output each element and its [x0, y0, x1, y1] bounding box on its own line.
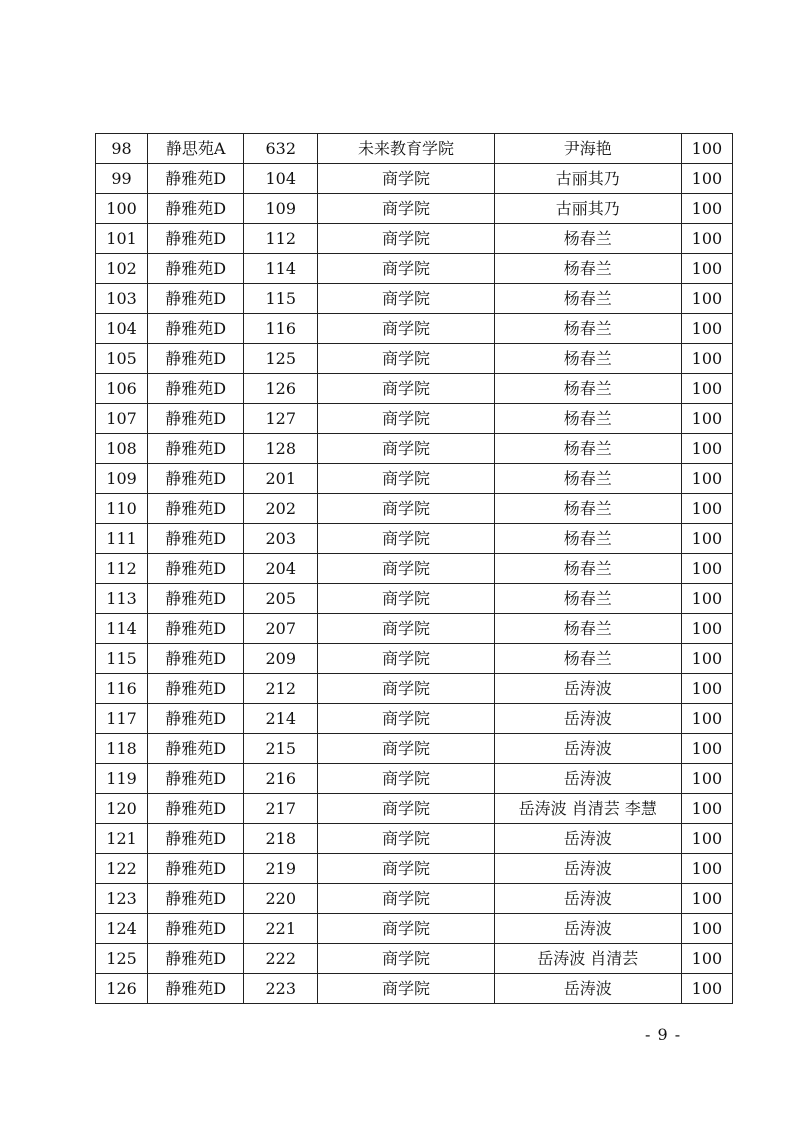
room-number-cell: 114: [244, 254, 318, 284]
table-row: [96, 884, 733, 914]
building-cell: 静雅苑D: [148, 194, 244, 224]
building-cell: 静雅苑D: [148, 434, 244, 464]
row-number-cell: 112: [96, 554, 148, 584]
score-cell: 100: [681, 914, 732, 944]
college-cell: 商学院: [318, 314, 494, 344]
score-cell: 100: [681, 944, 732, 974]
college-cell: 商学院: [318, 854, 494, 884]
table-row: [96, 254, 733, 284]
building-cell: 静雅苑D: [148, 824, 244, 854]
responsible-person-cell: 古丽其乃: [494, 194, 681, 224]
table-row: [96, 554, 733, 584]
table-row: [96, 914, 733, 944]
table-row: [96, 464, 733, 494]
room-number-cell: 202: [244, 494, 318, 524]
room-number-cell: 112: [244, 224, 318, 254]
score-cell: 100: [681, 674, 732, 704]
table-row: [96, 824, 733, 854]
score-cell: 100: [681, 134, 732, 164]
row-number-cell: 110: [96, 494, 148, 524]
room-number-cell: 104: [244, 164, 318, 194]
responsible-person-cell: 岳涛波 肖清芸: [494, 944, 681, 974]
row-number-cell: 99: [96, 164, 148, 194]
table-row: [96, 284, 733, 314]
row-number-cell: 120: [96, 794, 148, 824]
room-number-cell: 204: [244, 554, 318, 584]
row-number-cell: 121: [96, 824, 148, 854]
building-cell: 静雅苑D: [148, 524, 244, 554]
row-number-cell: 126: [96, 974, 148, 1004]
score-cell: 100: [681, 974, 732, 1004]
room-number-cell: 218: [244, 824, 318, 854]
responsible-person-cell: 杨春兰: [494, 584, 681, 614]
building-cell: 静雅苑D: [148, 704, 244, 734]
table-row: [96, 734, 733, 764]
college-cell: 商学院: [318, 584, 494, 614]
college-cell: 商学院: [318, 344, 494, 374]
page-number: - 9 -: [645, 1025, 682, 1044]
table-row: [96, 944, 733, 974]
row-number-cell: 105: [96, 344, 148, 374]
table-row: [96, 524, 733, 554]
building-cell: 静雅苑D: [148, 914, 244, 944]
room-number-cell: 214: [244, 704, 318, 734]
building-cell: 静雅苑D: [148, 644, 244, 674]
score-cell: 100: [681, 524, 732, 554]
room-number-cell: 207: [244, 614, 318, 644]
row-number-cell: 116: [96, 674, 148, 704]
building-cell: 静雅苑D: [148, 284, 244, 314]
row-number-cell: 124: [96, 914, 148, 944]
responsible-person-cell: 杨春兰: [494, 284, 681, 314]
college-cell: 商学院: [318, 404, 494, 434]
room-number-cell: 125: [244, 344, 318, 374]
row-number-cell: 102: [96, 254, 148, 284]
table-row: [96, 494, 733, 524]
college-cell: 商学院: [318, 644, 494, 674]
row-number-cell: 118: [96, 734, 148, 764]
responsible-person-cell: 杨春兰: [494, 614, 681, 644]
college-cell: 商学院: [318, 494, 494, 524]
responsible-person-cell: 杨春兰: [494, 314, 681, 344]
building-cell: 静雅苑D: [148, 494, 244, 524]
score-cell: 100: [681, 254, 732, 284]
building-cell: 静雅苑D: [148, 404, 244, 434]
row-number-cell: 119: [96, 764, 148, 794]
room-number-cell: 217: [244, 794, 318, 824]
building-cell: 静雅苑D: [148, 734, 244, 764]
row-number-cell: 111: [96, 524, 148, 554]
building-cell: 静雅苑D: [148, 164, 244, 194]
responsible-person-cell: 杨春兰: [494, 494, 681, 524]
college-cell: 未来教育学院: [318, 134, 494, 164]
college-cell: 商学院: [318, 164, 494, 194]
building-cell: 静雅苑D: [148, 464, 244, 494]
score-cell: 100: [681, 824, 732, 854]
room-number-cell: 216: [244, 764, 318, 794]
college-cell: 商学院: [318, 284, 494, 314]
responsible-person-cell: 尹海艳: [494, 134, 681, 164]
room-number-cell: 126: [244, 374, 318, 404]
score-cell: 100: [681, 704, 732, 734]
room-number-cell: 116: [244, 314, 318, 344]
responsible-person-cell: 岳涛波: [494, 734, 681, 764]
score-cell: 100: [681, 224, 732, 254]
score-cell: 100: [681, 284, 732, 314]
score-cell: 100: [681, 614, 732, 644]
building-cell: 静雅苑D: [148, 674, 244, 704]
room-number-cell: 215: [244, 734, 318, 764]
table-row: [96, 584, 733, 614]
college-cell: 商学院: [318, 434, 494, 464]
table-row: [96, 224, 733, 254]
college-cell: 商学院: [318, 554, 494, 584]
row-number-cell: 113: [96, 584, 148, 614]
responsible-person-cell: 岳涛波: [494, 764, 681, 794]
table-row: [96, 644, 733, 674]
responsible-person-cell: 杨春兰: [494, 224, 681, 254]
row-number-cell: 106: [96, 374, 148, 404]
score-cell: 100: [681, 734, 732, 764]
responsible-person-cell: 杨春兰: [494, 554, 681, 584]
row-number-cell: 123: [96, 884, 148, 914]
room-number-cell: 201: [244, 464, 318, 494]
college-cell: 商学院: [318, 254, 494, 284]
responsible-person-cell: 岳涛波: [494, 914, 681, 944]
building-cell: 静雅苑D: [148, 254, 244, 284]
building-cell: 静雅苑D: [148, 224, 244, 254]
building-cell: 静雅苑D: [148, 854, 244, 884]
score-cell: 100: [681, 344, 732, 374]
responsible-person-cell: 杨春兰: [494, 344, 681, 374]
college-cell: 商学院: [318, 674, 494, 704]
responsible-person-cell: 杨春兰: [494, 374, 681, 404]
table-row: [96, 974, 733, 1004]
score-cell: 100: [681, 794, 732, 824]
score-cell: 100: [681, 884, 732, 914]
score-cell: 100: [681, 854, 732, 884]
responsible-person-cell: 杨春兰: [494, 254, 681, 284]
room-number-cell: 128: [244, 434, 318, 464]
room-number-cell: 219: [244, 854, 318, 884]
row-number-cell: 104: [96, 314, 148, 344]
building-cell: 静雅苑D: [148, 314, 244, 344]
table-row: [96, 404, 733, 434]
table-body: [96, 134, 733, 1004]
building-cell: 静雅苑D: [148, 764, 244, 794]
score-cell: 100: [681, 584, 732, 614]
building-cell: 静雅苑D: [148, 884, 244, 914]
building-cell: 静雅苑D: [148, 794, 244, 824]
row-number-cell: 107: [96, 404, 148, 434]
college-cell: 商学院: [318, 824, 494, 854]
building-cell: 静雅苑D: [148, 344, 244, 374]
score-cell: 100: [681, 764, 732, 794]
row-number-cell: 103: [96, 284, 148, 314]
row-number-cell: 115: [96, 644, 148, 674]
room-number-cell: 109: [244, 194, 318, 224]
room-number-cell: 220: [244, 884, 318, 914]
row-number-cell: 100: [96, 194, 148, 224]
row-number-cell: 109: [96, 464, 148, 494]
college-cell: 商学院: [318, 194, 494, 224]
college-cell: 商学院: [318, 224, 494, 254]
row-number-cell: 117: [96, 704, 148, 734]
responsible-person-cell: 古丽其乃: [494, 164, 681, 194]
building-cell: 静雅苑D: [148, 974, 244, 1004]
responsible-person-cell: 岳涛波: [494, 854, 681, 884]
row-number-cell: 114: [96, 614, 148, 644]
college-cell: 商学院: [318, 734, 494, 764]
responsible-person-cell: 岳涛波: [494, 974, 681, 1004]
table-row: [96, 794, 733, 824]
row-number-cell: 122: [96, 854, 148, 884]
college-cell: 商学院: [318, 794, 494, 824]
college-cell: 商学院: [318, 974, 494, 1004]
score-cell: 100: [681, 554, 732, 584]
college-cell: 商学院: [318, 884, 494, 914]
score-cell: 100: [681, 464, 732, 494]
score-cell: 100: [681, 194, 732, 224]
room-number-cell: 203: [244, 524, 318, 554]
responsible-person-cell: 岳涛波: [494, 704, 681, 734]
row-number-cell: 108: [96, 434, 148, 464]
college-cell: 商学院: [318, 914, 494, 944]
responsible-person-cell: 杨春兰: [494, 524, 681, 554]
table-row: [96, 614, 733, 644]
room-number-cell: 221: [244, 914, 318, 944]
room-number-cell: 223: [244, 974, 318, 1004]
row-number-cell: 125: [96, 944, 148, 974]
table-row: [96, 164, 733, 194]
row-number-cell: 98: [96, 134, 148, 164]
score-cell: 100: [681, 644, 732, 674]
college-cell: 商学院: [318, 764, 494, 794]
responsible-person-cell: 杨春兰: [494, 434, 681, 464]
responsible-person-cell: 杨春兰: [494, 404, 681, 434]
responsible-person-cell: 岳涛波: [494, 674, 681, 704]
table-row: [96, 704, 733, 734]
table-row: [96, 194, 733, 224]
table-row: [96, 854, 733, 884]
table-row: [96, 434, 733, 464]
building-cell: 静雅苑D: [148, 614, 244, 644]
college-cell: 商学院: [318, 704, 494, 734]
room-number-cell: 209: [244, 644, 318, 674]
building-cell: 静雅苑D: [148, 584, 244, 614]
college-cell: 商学院: [318, 374, 494, 404]
responsible-person-cell: 岳涛波: [494, 824, 681, 854]
table-row: [96, 374, 733, 404]
responsible-person-cell: 岳涛波: [494, 884, 681, 914]
room-number-cell: 205: [244, 584, 318, 614]
dormitory-score-table: [95, 133, 733, 1004]
room-number-cell: 127: [244, 404, 318, 434]
row-number-cell: 101: [96, 224, 148, 254]
responsible-person-cell: 岳涛波 肖清芸 李慧: [494, 794, 681, 824]
college-cell: 商学院: [318, 614, 494, 644]
score-cell: 100: [681, 314, 732, 344]
table-row: [96, 314, 733, 344]
building-cell: 静雅苑D: [148, 374, 244, 404]
table-row: [96, 764, 733, 794]
college-cell: 商学院: [318, 524, 494, 554]
room-number-cell: 212: [244, 674, 318, 704]
college-cell: 商学院: [318, 464, 494, 494]
score-cell: 100: [681, 374, 732, 404]
building-cell: 静雅苑D: [148, 554, 244, 584]
table-row: [96, 344, 733, 374]
responsible-person-cell: 杨春兰: [494, 464, 681, 494]
responsible-person-cell: 杨春兰: [494, 644, 681, 674]
table-row: [96, 134, 733, 164]
score-cell: 100: [681, 434, 732, 464]
room-number-cell: 115: [244, 284, 318, 314]
college-cell: 商学院: [318, 944, 494, 974]
score-cell: 100: [681, 404, 732, 434]
building-cell: 静雅苑D: [148, 944, 244, 974]
room-number-cell: 222: [244, 944, 318, 974]
table-row: [96, 674, 733, 704]
score-cell: 100: [681, 494, 732, 524]
score-cell: 100: [681, 164, 732, 194]
building-cell: 静思苑A: [148, 134, 244, 164]
room-number-cell: 632: [244, 134, 318, 164]
